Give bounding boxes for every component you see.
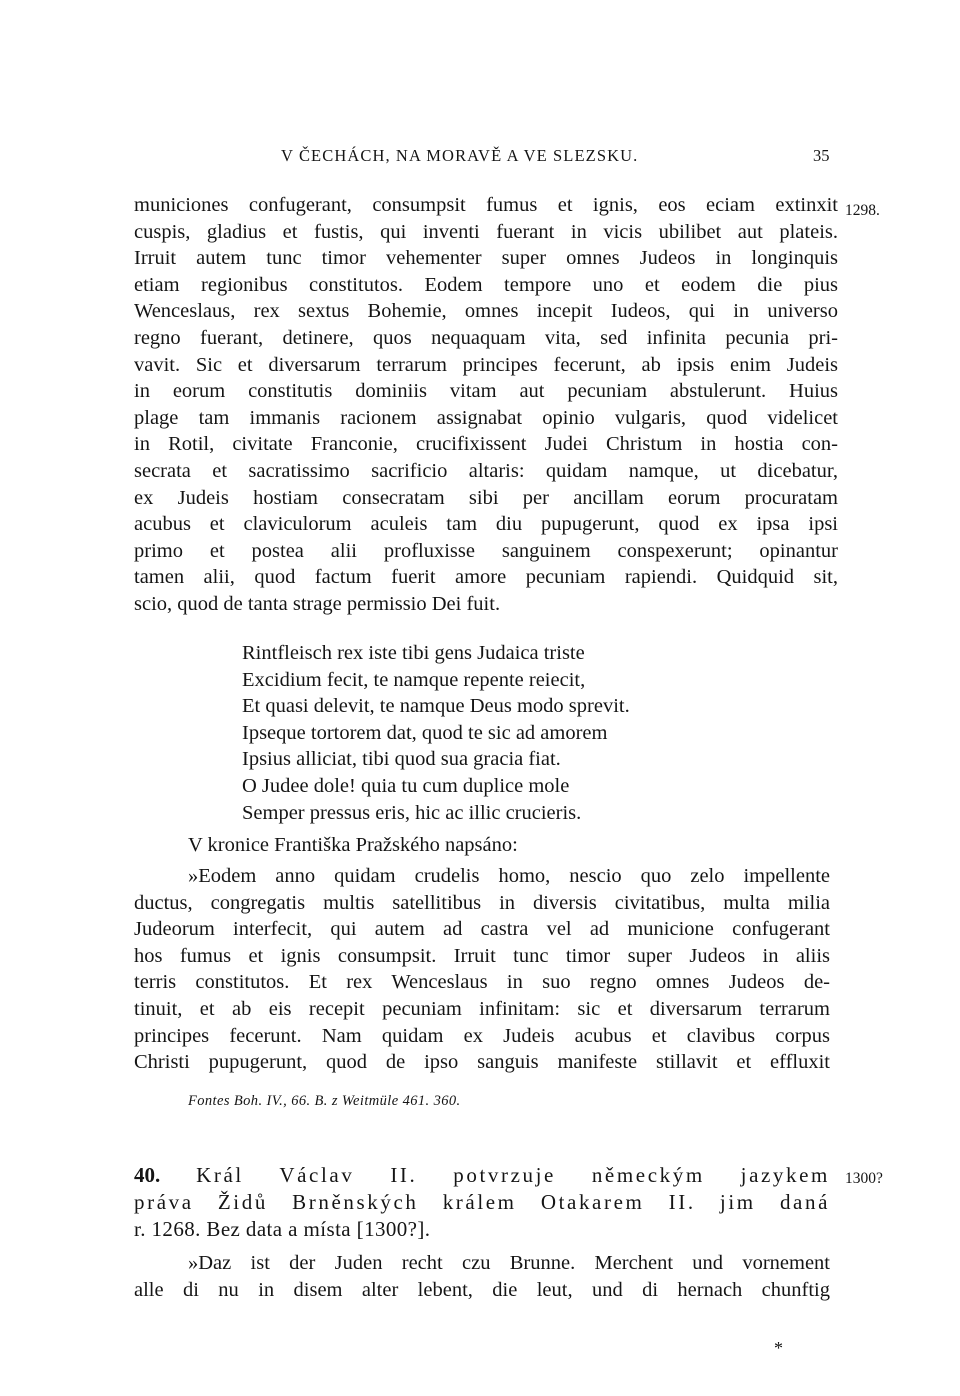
text-line: secrata et sacratissimo sacrificio altaris: quidam namque, ut dicebatur, [134, 459, 838, 482]
text-line: in Rotil, civitate Franconie, crucifixissent Judei Christum in hostia con- [134, 433, 838, 456]
text-line: Wenceslaus, rex sextus Bohemie, omnes incepit Iudeos, qui in universo [134, 300, 838, 323]
text-line: etiam regionibus constitutos. Eodem tempore uno et eodem die pius [134, 273, 838, 296]
charter-text [134, 1250, 830, 1303]
text-line: Irruit autem tunc timor vehementer super omnes Judeos in longinquis [134, 247, 838, 270]
heading-line [134, 1162, 830, 1189]
quote-line: Christi pupugerunt, quod de ipso sanguis manifeste stillavit et effluxit [134, 1051, 830, 1074]
verse-line: Excidium fecit, te namque repente reiecit, [242, 668, 586, 691]
source-citation: Fontes Boh. IV., 66. B. z Weitmüle 461. 360. [188, 1093, 461, 1109]
document-number: 40. [134, 1163, 161, 1187]
text-line: in eorum constitutis dominiis vitam aut pecuniam abstulerunt. Huius [134, 380, 838, 403]
page-header [0, 146, 960, 170]
verse-block [242, 640, 630, 826]
page-number: 35 [813, 146, 830, 165]
heading-text: Král Václav II. potvrzuje německým jazykem [196, 1163, 830, 1187]
quote-line: hos fumus et ignis consumpsit. Irruit tunc timor super Judeos in aliis [134, 944, 830, 967]
text-line: cuspis, gladius et fustis, qui inventi fuerant in vicis ubilibet aut plateis. [134, 220, 838, 243]
quote-line: Judeorum interfecit, qui autem ad castra vel ad municione confugerant [134, 918, 830, 941]
quote-line: ductus, congregatis multis satellitibus in diversis civitatibus, multa milia [134, 891, 830, 914]
text-line: primo et postea alii profluxisse sanguinem conspexerunt; opinantur [134, 539, 838, 562]
margin-year-1298: 1298. [845, 202, 880, 219]
text-line: plage tam immanis racionem assignabat opinio vulgaris, quod videlicet [134, 406, 838, 429]
document-heading [134, 1162, 830, 1242]
charter-line: alle di nu in disem alter lebent, die leut, und di hernach chunftig [134, 1278, 830, 1301]
verse-line: Semper pressus eris, hic ac illic crucieris. [242, 801, 582, 824]
verse-line: Et quasi delevit, te namque Deus modo sprevit. [242, 695, 630, 718]
verse-line: Rintfleisch rex iste tibi gens Judaica triste [242, 642, 585, 664]
heading-line: práva Židů Brněnských králem Otakarem II. jim daná [134, 1189, 830, 1214]
text-line: tamen alii, quod factum fuerit amore pecuniam rapiendi. Quidquid sit, [134, 566, 838, 589]
chronicle-intro: V kronice Františka Pražského napsáno: [188, 834, 518, 856]
paragraph-chronicle [134, 192, 838, 618]
quoted-chronicle [134, 863, 830, 1076]
charter-line: »Daz ist der Juden recht czu Brunne. Merchent und vornement [188, 1252, 830, 1274]
text-line: ex Judeis hostiam consecratam sibi per ancillam eorum procuratam [134, 486, 838, 509]
text-line: acubus et claviculorum aculeis tam diu pupugerunt, quod ex ipsa ipsi [134, 513, 838, 536]
quote-line: »Eodem anno quidam crudelis homo, nescio quo zelo impellente [188, 865, 830, 887]
verse-line: Ipsius alliciat, tibi quod sua gracia fiat. [242, 748, 561, 771]
text-line: regno fuerant, detinere, quos nequaquam vita, sed infinita pecunia pri- [134, 326, 838, 349]
verse-line: Ipseque tortorem dat, quod te sic ad amorem [242, 721, 608, 744]
running-head: V ČECHÁCH, NA MORAVĚ A VE SLEZSKU. [281, 146, 639, 165]
quote-line: terris constitutos. Et rex Wenceslaus in suo regno omnes Judeos de- [134, 971, 830, 994]
text-line: vavit. Sic et diversarum terrarum principes fecerunt, ab ipsis enim Judeis [134, 353, 838, 376]
quote-line: tinuit, et ab eis recepit pecuniam infinitam: sic et diversarum terrarum [134, 997, 830, 1020]
heading-line: r. 1268. Bez data a místa [1300?]. [134, 1216, 431, 1241]
text-line: scio, quod de tanta strage permissio Dei fuit. [134, 592, 501, 615]
quote-line: principes fecerunt. Nam quidam ex Judeis acubus et clavibus corpus [134, 1024, 830, 1047]
text-line: municiones confugerant, consumpsit fumus et ignis, eos eciam extinxit [134, 194, 838, 216]
margin-year-1300: 1300? [845, 1170, 883, 1187]
verse-line: O Judee dole! quia tu cum duplice mole [242, 774, 570, 797]
footnote-mark: * [774, 1338, 783, 1358]
